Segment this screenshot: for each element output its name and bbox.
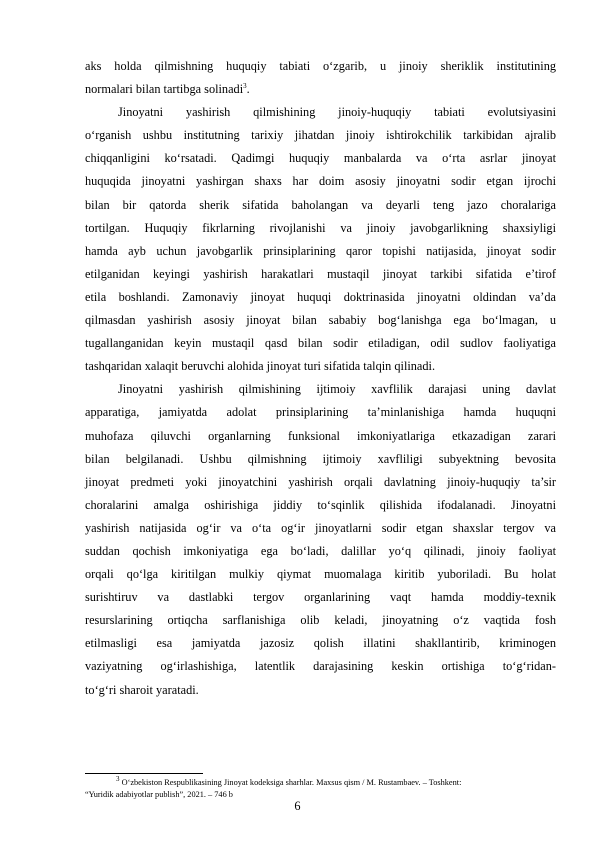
text-line: to‘g‘ri sharoit yaratadi. <box>85 682 199 697</box>
text-line: bilan bir qatorda sherik sifatida baholangan va deyarli teng jazo choralariga <box>85 197 556 212</box>
text-line: choralarini amalga oshirishiga jiddiy to‘sqinlik qilishida ifodalanadi. Jinoyatni <box>85 497 556 512</box>
text-line: muhofaza qiluvchi organlarning funksional imkoniyatlariga etkazadigan zarari <box>85 428 556 443</box>
text-line: qilmasdan yashirish asosiy jinoyat bilan sababiy bog‘lanishga ega bo‘lmagan, u <box>85 313 556 328</box>
text-line: tashqaridan xalaqit beruvchi alohida jinoyat turi sifatida talqin qilinadi. <box>85 359 436 374</box>
text-line: vaziyatning og‘irlashishiga, latentlik darajasining keskin ortishiga to‘g‘ridan- <box>85 659 556 674</box>
text-line: bilan belgilanadi. Ushbu qilmishning ijtimoiy xavfliligi subyektning bevosita <box>85 451 556 466</box>
text-line: etilganidan keyingi yashirish harakatlari mustaqil jinoyat tarkibi sifatida e’tirof <box>85 266 556 281</box>
text-line: chiqqanligini ko‘rsatadi. Qadimgi huquqiy manbalarda va o‘rta asrlar jinoyat <box>85 151 556 166</box>
body-text <box>85 55 556 702</box>
page-number: 6 <box>294 799 301 813</box>
footnote-line: “Yuridik adabiyotlar publish”, 2021. – 746 b <box>85 789 233 799</box>
text-line: hamda ayb uchun javobgarlik prinsiplarining qaror topishi natijasida, jinoyat sodir <box>85 243 556 258</box>
text-line <box>85 78 556 101</box>
footnote-separator <box>85 773 203 774</box>
text-line: etila boshlandi. Zamonaviy jinoyat huquqi doktrinasida jinoyatni oldindan va’da <box>85 289 556 304</box>
footnote-text: O‘zbekiston Respublikasining Jinoyat kodeksiga sharhlar. Maxsus qism / M. Rustambaev. – Toshkent: <box>121 778 462 787</box>
text-line: etilmasligi esa jamiyatda jazosiz qolish illatini shakllantirib, kriminogen <box>85 636 556 651</box>
text-line: jinoyat predmeti yoki jinoyatchini yashirish orqali davlatning jinoiy-huquqiy ta’sir <box>85 474 556 489</box>
text-line-content: normalari bilan tartibga solinadi <box>85 82 244 97</box>
text-line: resurslarining ortiqcha sarflanishiga olib keladi, jinoyatning o‘z vaqtida fosh <box>85 613 556 628</box>
text-line: orqali qo‘lga kiritilgan mulkiy qiymat muomalaga kiritib yuboriladi. Bu holat <box>85 567 556 582</box>
text-line: Jinoyatni yashirish qilmishining jinoiy-huquqiy tabiati evolutsiyasini <box>118 105 556 120</box>
text-line: aks holda qilmishning huquqiy tabiati o‘zgarib, u jinoiy sheriklik institutining <box>85 59 556 73</box>
text-line: apparatiga, jamiyatda adolat prinsiplarining ta’minlanishiga hamda huquqni <box>85 405 556 420</box>
text-line: huquqida jinoyatni yashirgan shaxs har doim asosiy jinoyatni sodir etgan ijrochi <box>85 174 556 189</box>
text-line: tortilgan. Huquqiy fikrlarning rivojlanishi va jinoiy javobgarlikning shaxsiyligi <box>85 220 556 235</box>
footnote-line <box>85 777 556 789</box>
text-line: yashirish natijasida og‘ir va o‘ta og‘ir jinoyatlarni sodir etgan shaxslar tergov va <box>85 520 556 535</box>
text-line: tugallanganidan keyin mustaqil qasd bilan sodir etiladigan, odil sudlov faoliyatiga <box>85 336 556 351</box>
footnote <box>85 777 556 800</box>
footnote-reference[interactable]: 3 <box>243 82 247 90</box>
footnote-marker: 3 <box>116 775 120 784</box>
text-line: Jinoyatni yashirish qilmishining ijtimoiy xavflilik darajasi uning davlat <box>118 382 556 397</box>
text-line: o‘rganish ushbu institutning tarixiy jihatdan jinoiy ishtirokchilik tarkibidan ajralib <box>85 128 556 143</box>
sentence-period: . <box>246 82 250 97</box>
text-line: surishtiruv va dastlabki tergov organlarining vaqt hamda moddiy-texnik <box>85 590 556 605</box>
text-line: suddan qochish imkoniyatiga ega bo‘ladi, dalillar yo‘q qilinadi, jinoiy faoliyat <box>85 543 556 558</box>
